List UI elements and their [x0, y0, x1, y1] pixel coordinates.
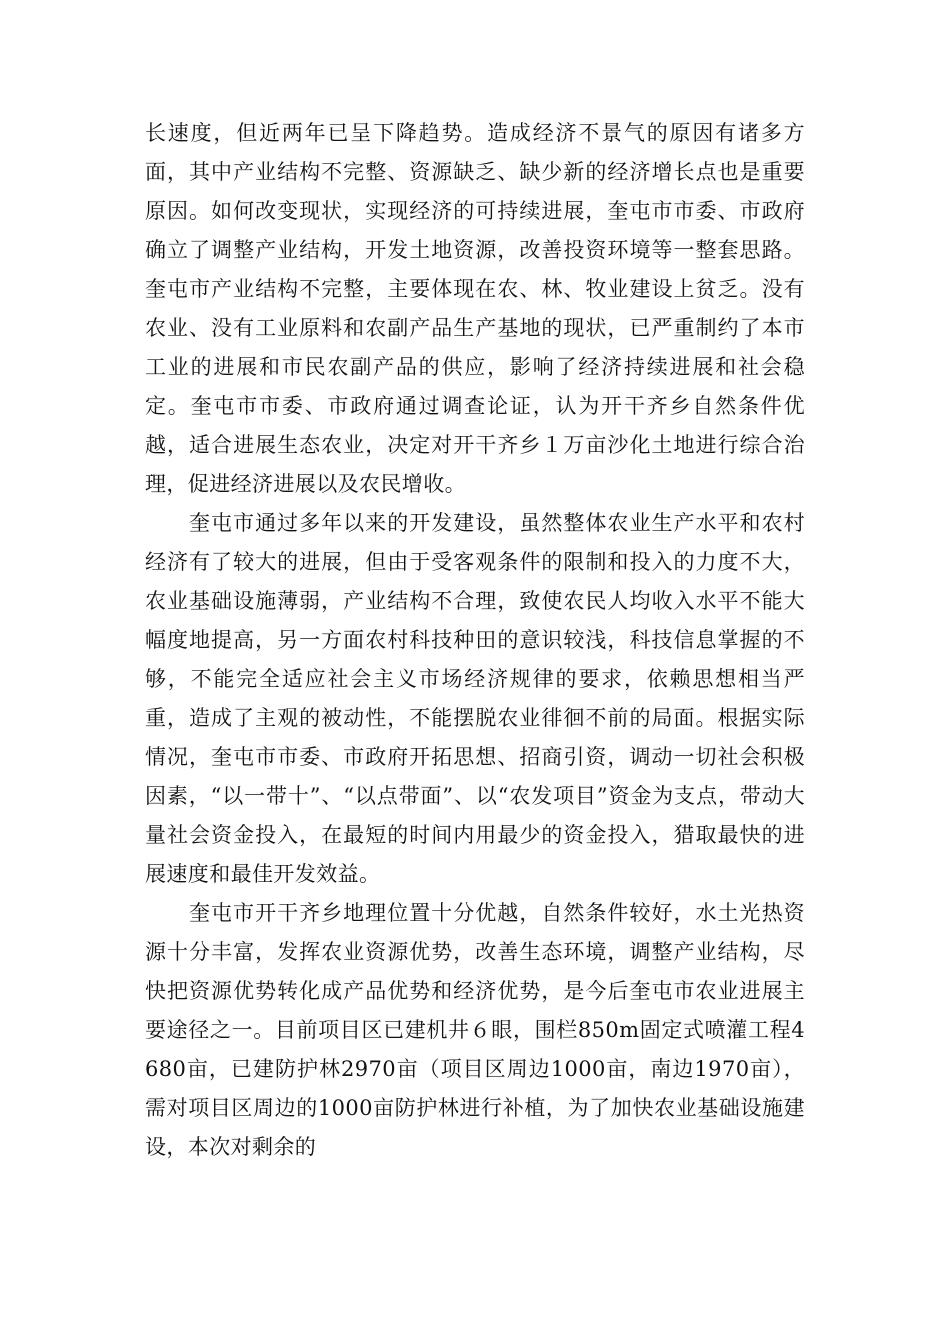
document-body — [145, 114, 805, 1167]
paragraph-2: 奎屯市通过多年以来的开发建设，虽然整体农业生产水平和农村经济有了较大的进展，但由于受客观条件的限制和投入的力度不大，农业基础设施薄弱，产业结构不合理，致使农民人均收入水平不能大幅度地提高，另一方面农村科技种田的意识较浅，科技信息掌握的不够，不能完全适应社会主义市场经济规律的要求，依赖思想相当严重，造成了主观的被动性，不能摆脱农业徘徊不前的局面。根据实际情况，奎屯市市委、市政府开拓思想、招商引资，调动一切社会积极因素，“以一带十”、“以点带面”、以“农发项目”资金为支点，带动大量社会资金投入，在最短的时间内用最少的资金投入，猎取最快的进展速度和最佳开发效益。 — [145, 511, 805, 886]
paragraph-1: 长速度，但近两年已呈下降趋势。造成经济不景气的原因有诸多方面，其中产业结构不完整、资源缺乏、缺少新的经济增长点也是重要原因。如何改变现状，实现经济的可持续进展，奎屯市市委、市政府确立了调整产业结构，开发土地资源，改善投资环境等一整套思路。奎屯市产业结构不完整，主要体现在农、林、牧业建设上贫乏。没有农业、没有工业原料和农副产品生产基地的现状，已严重制约了本市工业的进展和市民农副产品的供应，影响了经济持续进展和社会稳定。奎屯市市委、市政府通过调查论证，认为开干齐乡自然条件优越，适合进展生态农业，决定对开干齐乡１万亩沙化土地进行综合治理，促进经济进展以及农民增收。 — [145, 121, 805, 496]
paragraph-3: 奎屯市开干齐乡地理位置十分优越，自然条件较好，水土光热资源十分丰富，发挥农业资源优势，改善生态环境，调整产业结构，尽快把资源优势转化成产品优势和经济优势，是今后奎屯市农业进展主要途径之一。目前项目区已建机井６眼，围栏850m固定式喷灌工程4680亩，已建防护林2970亩（项目区周边1000亩，南边1970亩），需对项目区周边的1000亩防护林进行补植，为了加快农业基础设施建设，本次对剩余的 — [145, 901, 805, 1159]
